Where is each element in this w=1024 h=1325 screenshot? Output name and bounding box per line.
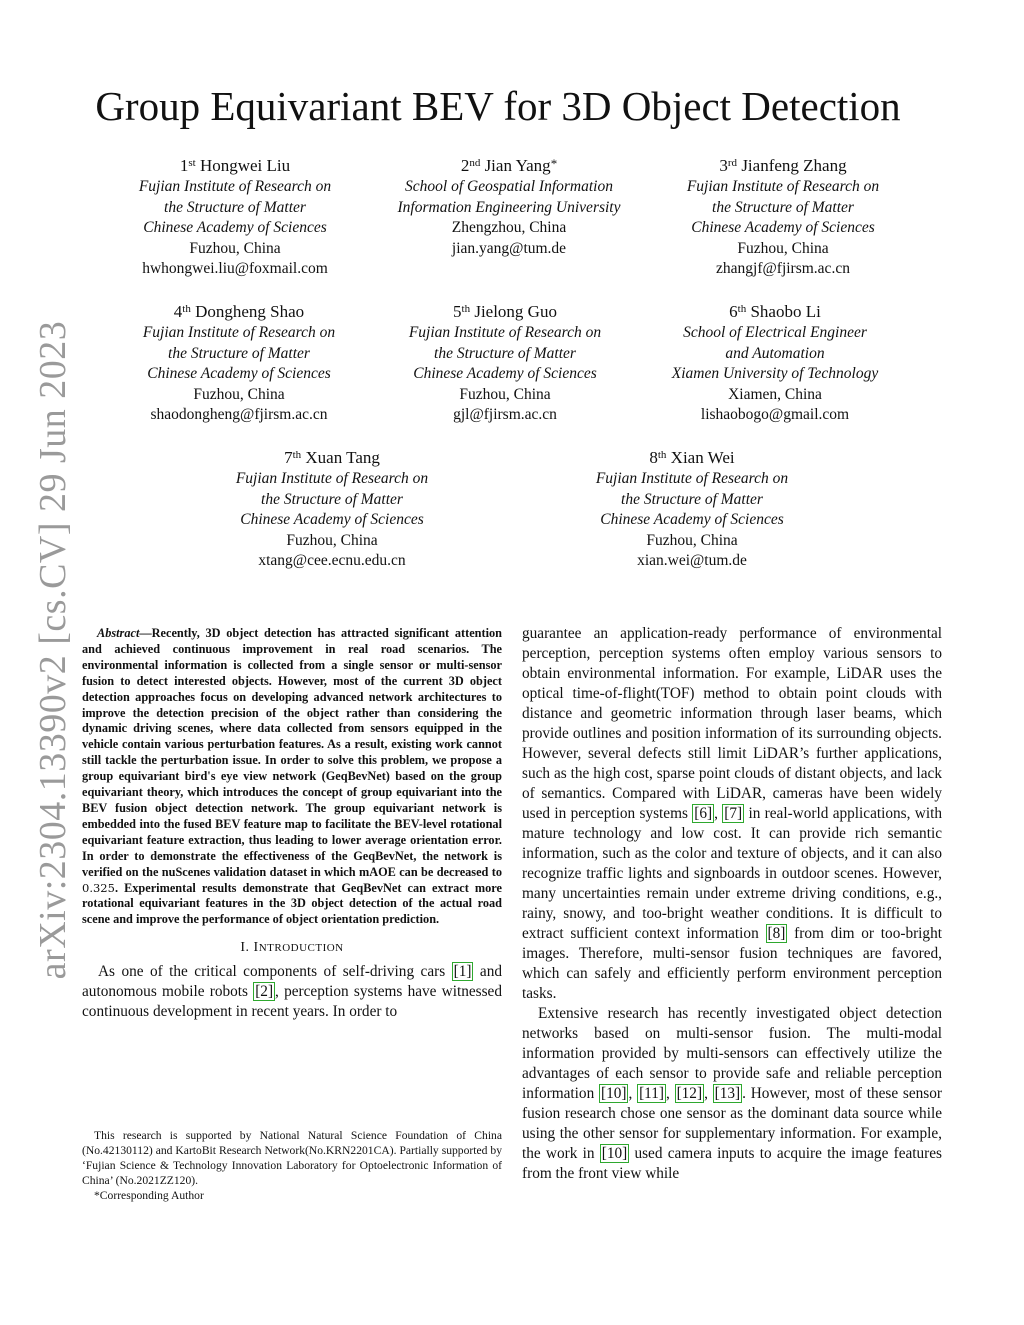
arxiv-identifier: arXiv:2304.13390v2 [cs.CV] 29 Jun 2023 [32,320,74,980]
author-affiliation: Fujian Institute of Research on [595,470,789,487]
citation-link[interactable]: [13] [714,1085,741,1102]
author-city: Fuzhou, China [646,531,738,549]
author-ordinal: 3 [719,156,728,175]
author-name: Jielong Guo [474,302,557,321]
abstract-text: Recently, 3D object detection has attracted significant attention and achieved continuous improvement in real road scenarios. The environmental information is collected from a single sensor or multi-sensor fusion to detect interested objects. However, most of the current 3D object detection approaches focus on developing advanced network architectures to improve the detection precision of the object rather than considering the dynamic driving scenes, where data collected from sensors equipped in the vehicle contain various perturbation features. As a result, existing work cannot still tackle the perturbation issue. In order to solve this problem, we propose a group equivariant bird's eye view network (GeqBevNet) based on the group equivariant theory, which introduces the concept of group equivariant into the BEV fusion object detection network. The group equivariant network is embedded into the fused BEV feature map to facilitate the BEV-level rotational equivariant feature extraction, thus leading to lower average orientation error. In order to demonstrate the effectiveness of the GeqBevNet, the network is verified on the nuScenes validation dataset in which mAOE can be decreased to [82,626,502,879]
citation-link[interactable]: [8] [767,925,786,942]
author-name: Dongheng Shao [195,302,305,321]
author-block [364,155,654,259]
author-affiliation: Information Engineering University [397,198,621,216]
citation-link[interactable]: [1] [453,963,472,981]
author-city: Xiamen, China [728,385,822,403]
separator: , [704,1085,713,1102]
author-affiliation: the Structure of Matter [434,344,576,362]
right-column [522,624,942,1184]
author-affiliation: Chinese Academy of Sciences [691,219,875,237]
separator: , [665,1085,675,1102]
author-ordinal-suffix: th [461,303,471,315]
citation-link[interactable]: [2] [255,983,274,1001]
author-city: Fuzhou, China [189,239,281,257]
author-email: hwhongwei.liu@foxmail.com [142,260,328,278]
author-ordinal-suffix: th [737,303,747,315]
author-ordinal: 7 [284,448,293,467]
paper-title: Group Equivariant BEV for 3D Object Detection [95,83,901,129]
author-ordinal-suffix: th [657,449,667,461]
author-city: Fuzhou, China [286,531,378,549]
author-affiliation: Fujian Institute of Research on [408,324,602,341]
separator: , [628,1085,638,1102]
author-affiliation: Chinese Academy of Sciences [413,365,597,383]
author-email: jian.yang@tum.de [451,239,567,257]
citation-link[interactable]: [10] [600,1085,627,1102]
author-name: Shaobo Li [750,302,821,321]
author-ordinal-suffix: nd [469,157,481,169]
author-email: zhangjf@fjirsm.ac.cn [716,260,850,278]
separator: , [714,805,723,822]
section-number: I. [240,940,250,956]
paragraph-text: , perception systems have witnessed continuous development in recent years. In order to [82,983,502,1021]
author-affiliation: School of Geospatial Information [405,178,613,195]
footnote [82,1128,502,1203]
section-title-rest: NTRODUCTION [258,942,344,955]
author-name: Xuan Tang [305,448,380,467]
author-block [638,155,928,280]
author-city: Fuzhou, China [737,239,829,257]
paragraph-text: As one of the critical components of self-driving cars [98,963,452,981]
author-city: Zhengzhou, China [451,219,567,237]
section-title-initial: I [253,940,259,956]
citation-link[interactable]: [11] [639,1085,664,1102]
author-affiliation: Chinese Academy of Sciences [600,511,784,529]
author-name: Hongwei Liu [199,156,291,175]
author-ordinal: 1 [179,156,189,175]
author-ordinal: 6 [729,302,738,321]
author-name: Jianfeng Zhang [741,156,847,175]
abstract-dash: — [139,626,152,640]
author-ordinal: 4 [173,302,183,321]
citation-link[interactable]: [6] [694,805,713,822]
author-email: lishaobogo@gmail.com [700,406,850,424]
paragraph-text: guarantee an application-ready performance of environmental perception, perception systems often employ various sensors to obtain environmental information. For example, LiDAR uses the optical time-of-flight(TOF) method to obtain point clouds with distance and geometric information through laser beams, which provide outlines and position information of its surrounding objects. However, several defects still limit LiDAR’s further applications, such as the high cost, sparse point clouds of distant objects, and lack of semantics. Compared with LiDAR, cameras have been widely used in perception systems [522,625,942,822]
intro-paragraph [522,624,942,1004]
author-affiliation: Fujian Institute of Research on [686,178,880,195]
citation-link[interactable]: [7] [724,805,743,822]
author-block [630,301,920,426]
author-block [187,447,477,572]
author-ordinal-suffix: th [292,449,302,461]
author-block [94,301,384,426]
abstract [82,626,502,928]
funding-note: This research is supported by National Natural Science Foundation of China (No.42130112) and KartoBit Research Network(No.KRN2201CA). Partially supported by ‘Fujian Science & Technology Innovation Laboratory for Optoelectronic Information of China’ (No.2021ZZ120). [82,1129,502,1187]
author-block [547,447,837,572]
section-heading-introduction [82,940,502,956]
paragraph-text: in real-world applications, with mature technology and low cost. It can provide rich semantic information, such as the color and texture of objects, and it can also recognize traffic lights and signboards in outdoor scenes. However, many uncertainties remain under extreme driving conditions, e.g., rainy, snowy, and too-bright weather conditions. It is difficult to extract sufficient context information [522,805,942,942]
author-affiliation: Fujian Institute of Research on [138,178,332,195]
author-affiliation: Fujian Institute of Research on [235,470,429,487]
author-affiliation: Fujian Institute of Research on [142,324,336,341]
author-ordinal: 5 [453,302,462,321]
author-affiliation: the Structure of Matter [168,344,310,362]
author-affiliation: the Structure of Matter [261,490,403,508]
author-affiliation: the Structure of Matter [164,198,306,216]
citation-link[interactable]: [10] [601,1145,628,1162]
author-affiliation: Chinese Academy of Sciences [143,219,327,237]
left-column [82,626,502,1022]
paragraph-text: used camera inputs to acquire the image features from the front view while [522,1145,943,1182]
author-affiliation: the Structure of Matter [712,198,854,216]
citation-link[interactable]: [12] [676,1085,703,1102]
author-block [90,155,380,280]
author-ordinal: 8 [649,448,658,467]
intro-paragraph [82,962,502,1022]
author-block [360,301,650,426]
paragraph-text: from dim or too-bright images. Therefore, multi-sensor fusion techniques are favored, which can safely and efficiently perform environment perception tasks. [522,925,942,1002]
author-ordinal-suffix: rd [727,157,738,169]
author-affiliation: the Structure of Matter [621,490,763,508]
abstract-metric-value: 0.325 [82,880,115,895]
paragraph-text: . However, most of these sensor fusion research chose one sensor as the dominant data source while using the other sensor for supplementary information. For example, the work in [522,1085,942,1162]
author-ordinal-suffix: th [182,303,191,315]
author-ordinal: 2 [460,156,470,175]
author-email: xtang@cee.ecnu.edu.cn [258,552,406,570]
corresponding-note: *Corresponding Author [94,1189,204,1202]
author-city: Fuzhou, China [193,385,285,403]
author-affiliation: Chinese Academy of Sciences [240,511,424,529]
paragraph-text: and autonomous mobile robots [82,963,502,1001]
author-name: Xian Wei [670,448,735,467]
abstract-text: . Experimental results demonstrate that GeqBevNet can extract more rotational equivariant features in the 3D object detection of the actual road scene and improve the performance of object orientation prediction. [82,880,502,927]
intro-paragraph [522,1004,942,1184]
author-name: Jian Yang [484,156,551,175]
author-email: xian.wei@tum.de [637,552,747,570]
corresponding-author-mark: * [550,156,558,171]
abstract-label: Abstract [97,626,140,640]
author-affiliation: Chinese Academy of Sciences [147,365,331,383]
author-email: gjl@fjirsm.ac.cn [453,406,557,424]
author-affiliation: School of Electrical Engineer [683,324,867,341]
paragraph-text: Extensive research has recently investigated object detection networks based on multi-sensor fusion. The multi-modal information provided by multi-sensors can effectively utilize the advantages of each sensor to provide safe and reliable perception information [522,1005,942,1102]
author-affiliation: and Automation [725,344,825,362]
author-city: Fuzhou, China [459,385,551,403]
author-email: shaodongheng@fjirsm.ac.cn [150,406,328,424]
author-affiliation: Xiamen University of Technology [671,365,879,383]
author-ordinal-suffix: st [188,157,196,169]
